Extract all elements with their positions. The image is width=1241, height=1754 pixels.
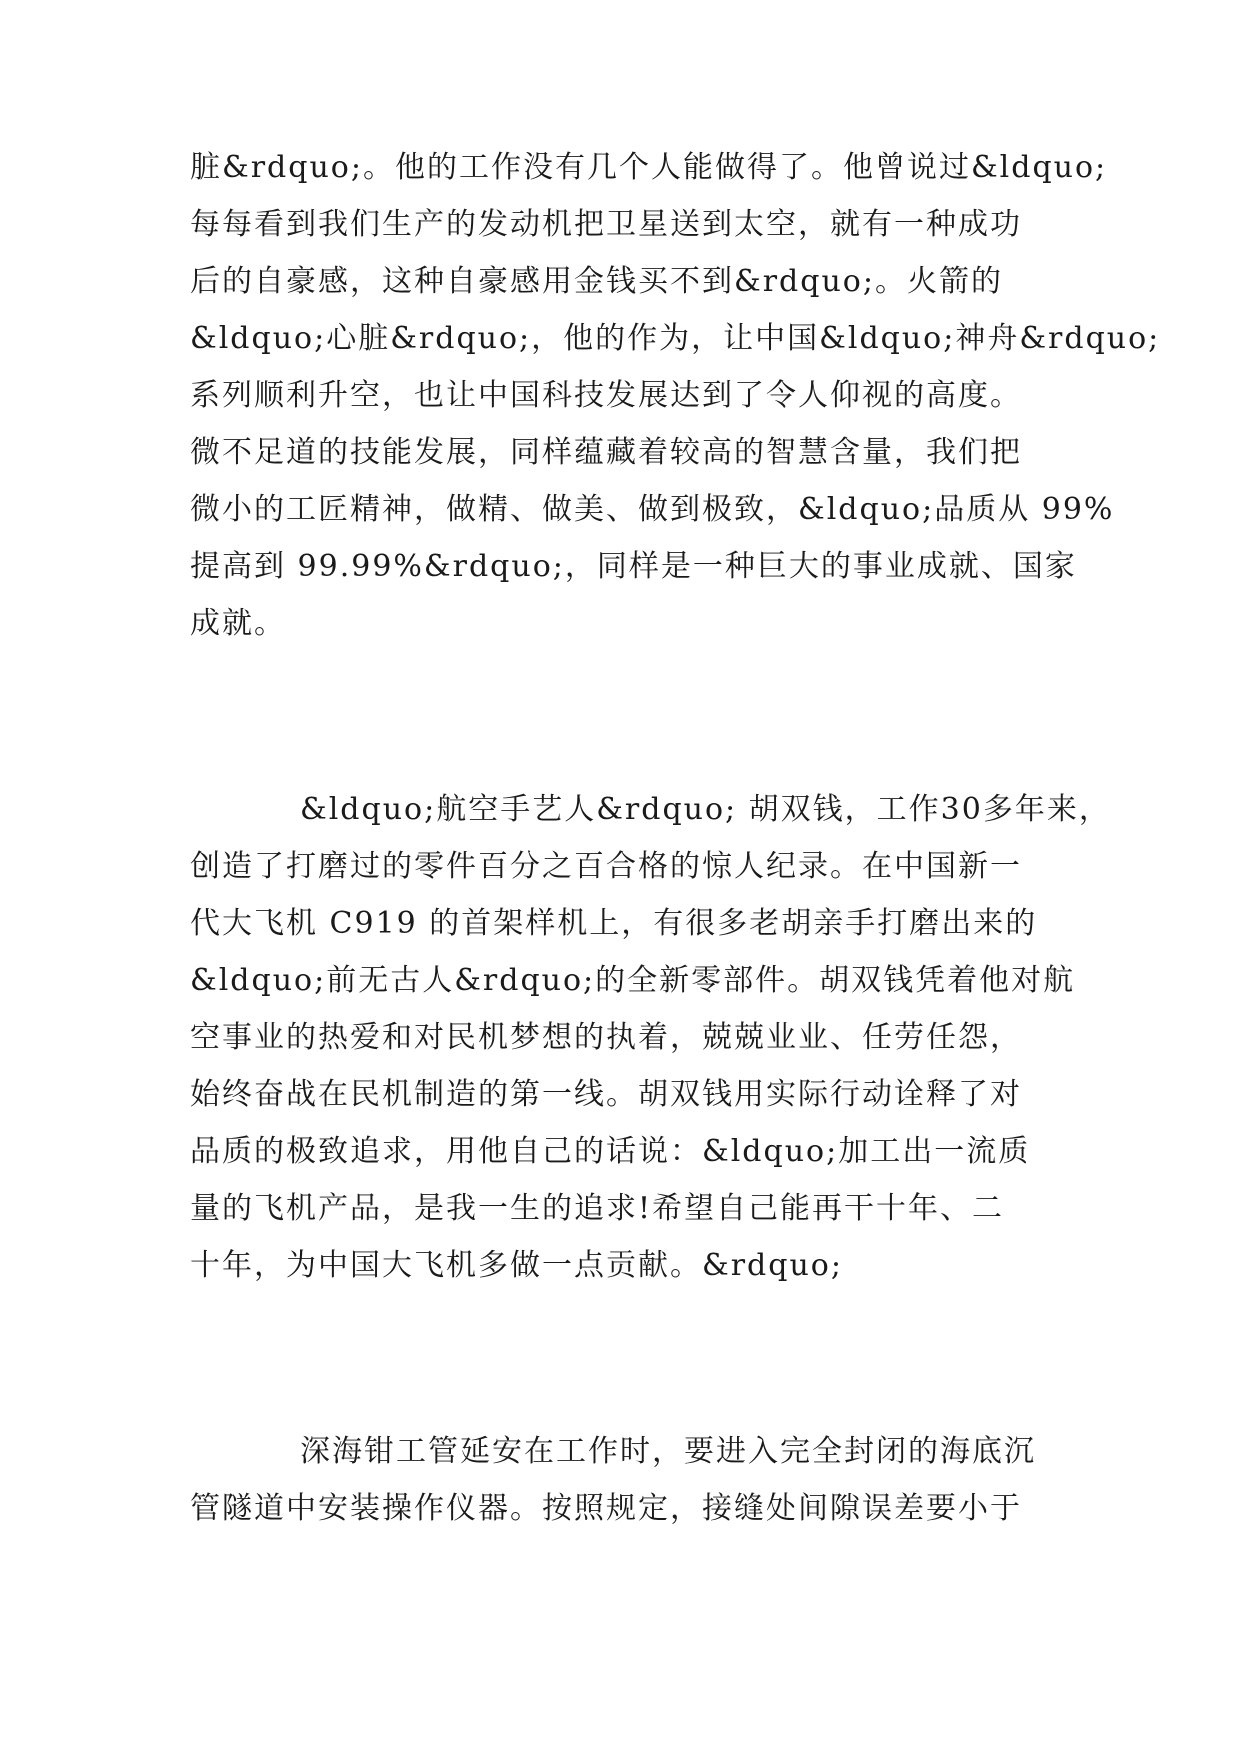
text-line: 微小的工匠精神，做精、做美、做到极致，&ldquo;品质从 99% [190, 492, 1115, 527]
text-line: &ldquo;前无古人&rdquo;的全新零部件。胡双钱凭着他对航 [190, 963, 1076, 998]
text-line: 脏&rdquo;。他的工作没有几个人能做得了。他曾说过&ldquo; [190, 150, 1108, 185]
text-line: 量的飞机产品，是我一生的追求!希望自己能再干十年、二 [190, 1191, 1005, 1226]
text-line: 空事业的热爱和对民机梦想的执着，兢兢业业、任劳任怨， [190, 1020, 1022, 1055]
text-line: 深海钳工管延安在工作时，要进入完全封闭的海底沉 [300, 1434, 1036, 1469]
text-line: 提高到 99.99%&rdquo;，同样是一种巨大的事业成就、国家 [190, 549, 1077, 584]
text-line: 创造了打磨过的零件百分之百合格的惊人纪录。在中国新一 [190, 849, 1022, 884]
text-line: 十年，为中国大飞机多做一点贡献。&rdquo; [190, 1248, 843, 1283]
text-line: 代大飞机 C919 的首架样机上，有很多老胡亲手打磨出来的 [190, 906, 1038, 941]
text-line: 后的自豪感，这种自豪感用金钱买不到&rdquo;。火箭的 [190, 264, 1003, 299]
text-line: 每每看到我们生产的发动机把卫星送到太空，就有一种成功 [190, 207, 1022, 242]
text-line: 品质的极致追求，用他自己的话说：&ldquo;加工出一流质 [190, 1134, 1031, 1169]
text-line: 始终奋战在民机制造的第一线。胡双钱用实际行动诠释了对 [190, 1077, 1022, 1112]
text-line: 微不足道的技能发展，同样蕴藏着较高的智慧含量，我们把 [190, 435, 1022, 470]
text-line: 系列顺利升空，也让中国科技发展达到了令人仰视的高度。 [190, 378, 1022, 413]
text-line: 成就。 [190, 606, 286, 641]
text-line: 管隧道中安装操作仪器。按照规定，接缝处间隙误差要小于 [190, 1491, 1022, 1526]
text-line: &ldquo;航空手艺人&rdquo; 胡双钱，工作30多年来， [300, 792, 1111, 827]
text-line: &ldquo;心脏&rdquo;，他的作为，让中国&ldquo;神舟&rdquo; [190, 321, 1161, 356]
